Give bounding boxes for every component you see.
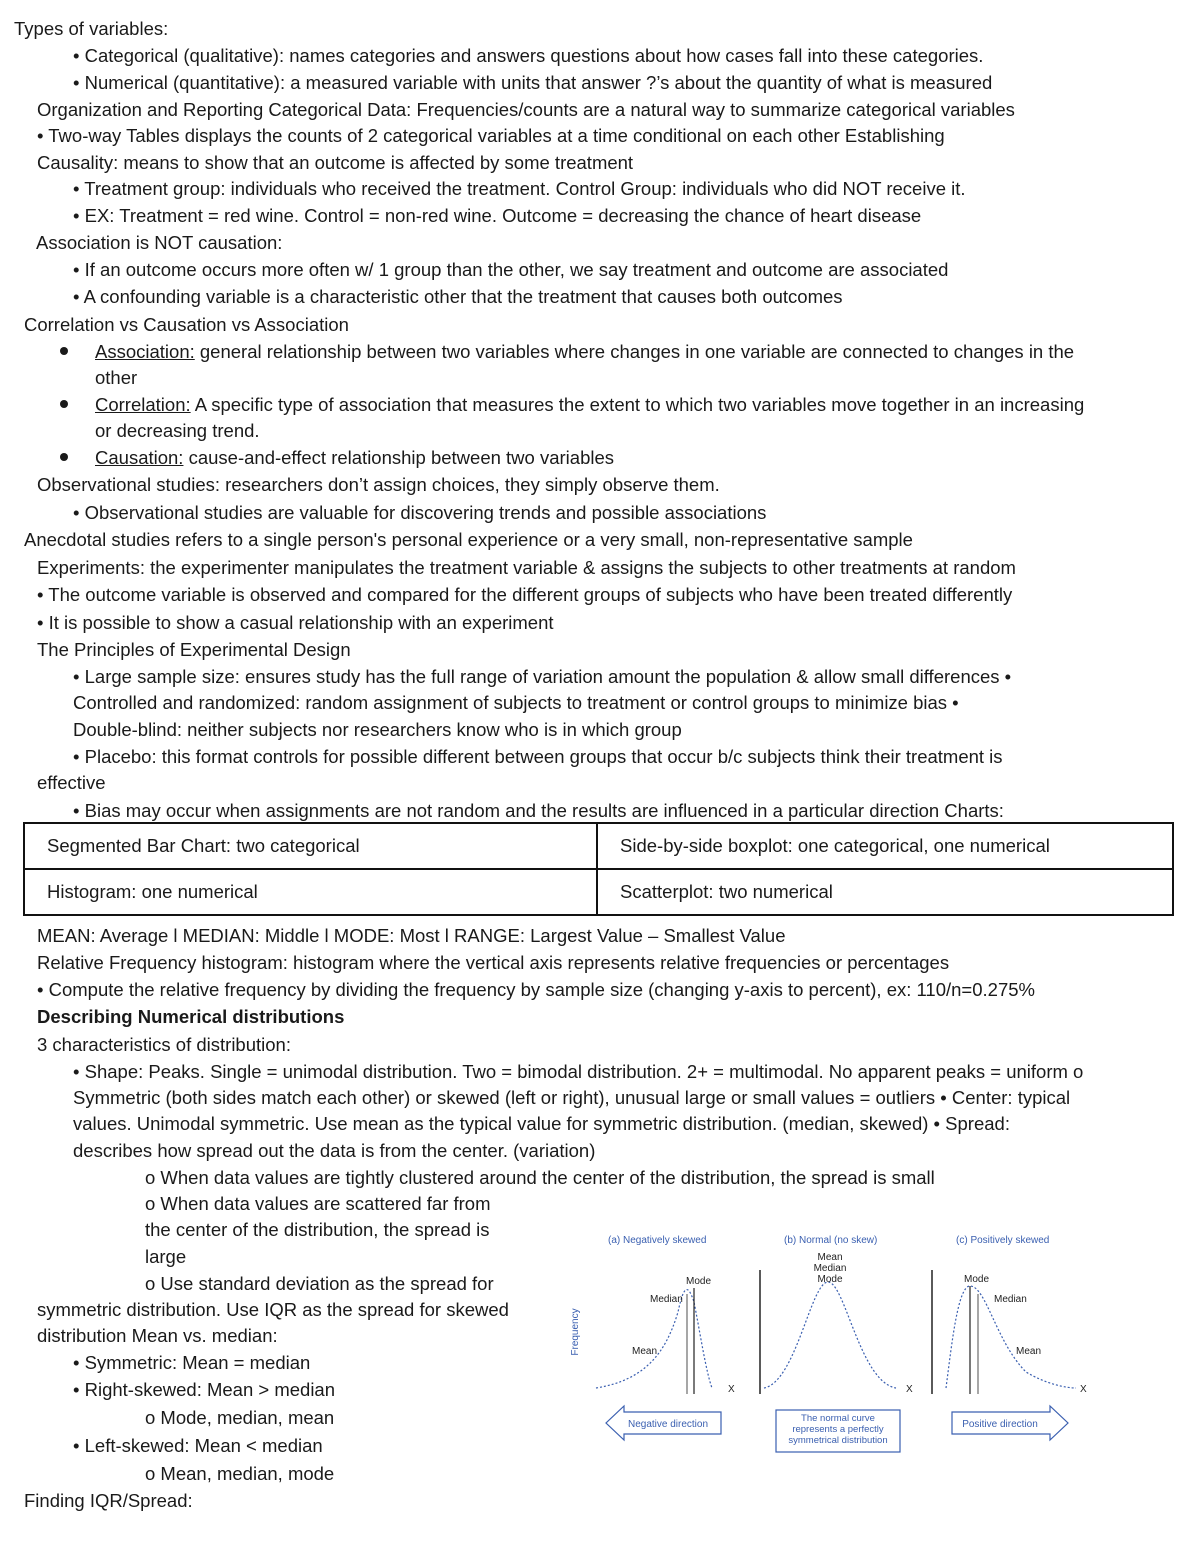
text-line: o Mode, median, mean xyxy=(145,1407,335,1428)
definition: cause-and-effect relationship between two variables xyxy=(183,447,615,468)
text-line: • Two-way Tables displays the counts of 2 categorical variables at a time conditional on each other Establishing xyxy=(37,125,945,146)
text-line xyxy=(95,447,614,469)
text-line xyxy=(95,341,1074,363)
text-line: • Categorical (qualitative): names categories and answers questions about how cases fall into these categories. xyxy=(73,45,984,66)
mode-label: Mode xyxy=(817,1274,843,1285)
positive-direction-label: Positive direction xyxy=(962,1419,1038,1430)
text-line: symmetric distribution. Use IQR as the spread for skewed xyxy=(37,1299,509,1320)
table-row xyxy=(24,823,1173,869)
panel-c-title: (c) Positively skewed xyxy=(956,1235,1050,1246)
mean-label: Mean xyxy=(632,1346,658,1357)
y-axis-label: Frequency xyxy=(570,1308,581,1356)
mode-label: Mode xyxy=(964,1274,990,1285)
table-cell: Histogram: one numerical xyxy=(24,869,597,915)
mean-label: Mean xyxy=(1016,1346,1042,1357)
text-line: • A confounding variable is a characteristic other that the treatment that causes both outcomes xyxy=(73,286,843,307)
median-label: Median xyxy=(650,1294,683,1305)
text-line: the center of the distribution, the spread is xyxy=(145,1219,490,1240)
text-line: other xyxy=(95,367,138,388)
text-line: effective xyxy=(37,772,106,793)
text-line: • It is possible to show a casual relationship with an experiment xyxy=(37,612,554,633)
text-line: • Large sample size: ensures study has the full range of variation amount the population & allow small differences • xyxy=(73,666,1012,687)
bullet-icon xyxy=(60,347,68,355)
text-line: or decreasing trend. xyxy=(95,420,260,441)
text-line: Relative Frequency histogram: histogram where the vertical axis represents relative frequencies or percentages xyxy=(37,952,950,973)
term-association: Association: xyxy=(95,341,195,362)
text-line: values. Unimodal symmetric. Use mean as the typical value for symmetric distribution. (median, skewed) • Spread: xyxy=(73,1113,1010,1134)
normal-note-line: symmetrical distribution xyxy=(788,1435,888,1446)
text-line: • Symmetric: Mean = median xyxy=(73,1352,311,1373)
text-line: Symmetric (both sides match each other) or skewed (left or right), unusual large or small values = outliers • Center: typical xyxy=(73,1087,1071,1108)
negative-direction-label: Negative direction xyxy=(627,1419,709,1430)
text-line: • EX: Treatment = red wine. Control = non-red wine. Outcome = decreasing the chance of heart disease xyxy=(73,205,922,226)
definition: general relationship between two variables where changes in one variable are connected to changes in the xyxy=(194,341,1075,362)
heading-types-of-variables: Types of variables: xyxy=(14,18,169,39)
text-line: Anecdotal studies refers to a single person's personal experience or a very small, non-representative sample xyxy=(24,529,913,550)
table-cell: Side-by-side boxplot: one categorical, one numerical xyxy=(597,823,1173,869)
text-line: o When data values are tightly clustered around the center of the distribution, the spread is small xyxy=(145,1167,935,1188)
text-line: describes how spread out the data is from the center. (variation) xyxy=(73,1140,596,1161)
text-line: MEAN: Average l MEDIAN: Middle l MODE: Most l RANGE: Largest Value – Smallest Value xyxy=(37,925,786,946)
text-line: • Right-skewed: Mean > median xyxy=(73,1379,336,1400)
table-cell: Scatterplot: two numerical xyxy=(597,869,1173,915)
median-label: Median xyxy=(994,1294,1027,1305)
panel-a-title: (a) Negatively skewed xyxy=(608,1235,707,1246)
text-line: Experiments: the experimenter manipulates the treatment variable & assigns the subjects to other treatments at random xyxy=(37,557,1016,578)
text-line: • Numerical (quantitative): a measured variable with units that answer ?’s about the quantity of what is measured xyxy=(73,72,993,93)
definition: A specific type of association that measures the extent to which two variables move together in an increasing xyxy=(190,394,1085,415)
text-line: • The outcome variable is observed and compared for the different groups of subjects who have been treated differently xyxy=(37,584,1013,605)
heading-correlation: Correlation vs Causation vs Association xyxy=(24,314,349,335)
text-line: 3 characteristics of distribution: xyxy=(37,1034,291,1055)
text-line: • If an outcome occurs more often w/ 1 group than the other, we say treatment and outcome are associated xyxy=(73,259,949,280)
mode-label: Mode xyxy=(686,1276,712,1287)
text-line: • Bias may occur when assignments are not random and the results are influenced in a particular direction Charts: xyxy=(73,800,1004,821)
text-line: Controlled and randomized: random assignment of subjects to treatment or control groups to minimize bias • xyxy=(73,692,959,713)
median-label: Median xyxy=(813,1263,847,1274)
table-row xyxy=(24,869,1173,915)
text-line: distribution Mean vs. median: xyxy=(37,1325,278,1346)
bullet-icon xyxy=(60,400,68,408)
text-line: o Use standard deviation as the spread for xyxy=(145,1273,494,1294)
text-line: • Observational studies are valuable for discovering trends and possible associations xyxy=(73,502,767,523)
text-line: • Placebo: this format controls for possible different between groups that occur b/c subjects think their treatment is xyxy=(73,746,1003,767)
heading-finding-iqr: Finding IQR/Spread: xyxy=(24,1490,193,1511)
text-line xyxy=(95,394,1084,416)
skewness-figure xyxy=(566,1222,1106,1472)
normal-curve xyxy=(764,1282,896,1388)
text-line: • Compute the relative frequency by dividing the frequency by sample size (changing y-axis to percent), ex: 110/n=0.275% xyxy=(37,979,1035,1000)
bullet-icon xyxy=(60,453,68,461)
text-line: Double-blind: neither subjects nor researchers know who is in which group xyxy=(73,719,682,740)
normal-note-line: The normal curve xyxy=(801,1413,875,1424)
mean-label: Mean xyxy=(817,1252,843,1263)
term-causation: Causation: xyxy=(95,447,184,468)
x-axis-label: X xyxy=(906,1384,913,1395)
text-line: Organization and Reporting Categorical Data: Frequencies/counts are a natural way to summarize categorical variables xyxy=(37,99,1015,120)
heading-experimental-design: The Principles of Experimental Design xyxy=(37,639,351,660)
normal-note-line: represents a perfectly xyxy=(792,1424,884,1435)
x-axis-label: X xyxy=(728,1384,735,1395)
x-axis-label: X xyxy=(1080,1384,1087,1395)
panel-b-title: (b) Normal (no skew) xyxy=(784,1235,878,1246)
text-line: large xyxy=(145,1246,187,1267)
text-line: • Left-skewed: Mean < median xyxy=(73,1435,323,1456)
text-line: Observational studies: researchers don’t assign choices, they simply observe them. xyxy=(37,474,720,495)
charts-table xyxy=(23,822,1174,916)
text-line: Causality: means to show that an outcome is affected by some treatment xyxy=(37,152,634,173)
table-cell: Segmented Bar Chart: two categorical xyxy=(24,823,597,869)
text-line: • Treatment group: individuals who received the treatment. Control Group: individuals who did NOT receive it. xyxy=(73,178,966,199)
heading-numerical-distributions: Describing Numerical distributions xyxy=(37,1006,345,1027)
text-line: o When data values are scattered far from xyxy=(145,1193,491,1214)
term-correlation: Correlation: xyxy=(95,394,191,415)
text-line: o Mean, median, mode xyxy=(145,1463,335,1484)
text-line: • Shape: Peaks. Single = unimodal distribution. Two = bimodal distribution. 2+ = multimodal. No apparent peaks = uniform o xyxy=(73,1061,1084,1082)
text-line: Association is NOT causation: xyxy=(36,232,283,253)
